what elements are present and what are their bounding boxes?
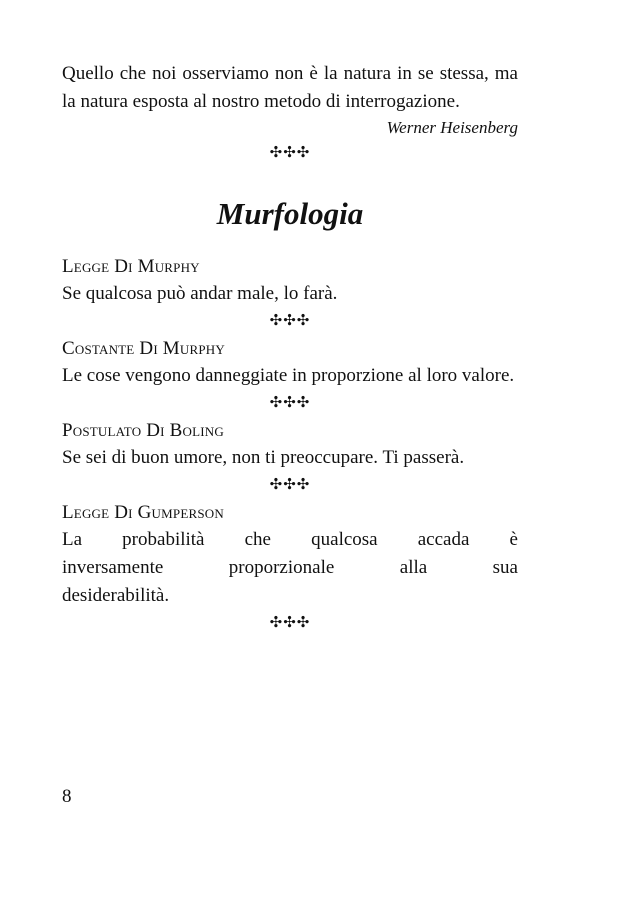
ornament-divider: ✣✣✣ bbox=[269, 143, 311, 161]
law-text-line: desiderabilità. bbox=[62, 585, 170, 606]
ornament-divider: ✣✣✣ bbox=[269, 613, 311, 631]
ornament-divider: ✣✣✣ bbox=[269, 475, 311, 493]
law-text: Se sei di buon umore, non ti preoccupare. Ti passerà. bbox=[62, 447, 465, 468]
epigraph-author: Werner Heisenberg bbox=[386, 118, 518, 137]
law-title: Legge Di Murphy bbox=[62, 256, 200, 277]
book-page bbox=[62, 60, 518, 638]
law-text: Se qualcosa può andar male, lo farà. bbox=[62, 283, 338, 304]
chapter-title: Murfologia bbox=[216, 196, 364, 231]
epigraph-quote: Quello che noi osserviamo non è la natura in se stessa, ma la natura esposta al nostro metodo di interrogazione. bbox=[62, 63, 518, 112]
law-entry bbox=[62, 500, 518, 638]
law-title: Legge Di Gumperson bbox=[62, 502, 224, 523]
law-text-line: La probabilità che qualcosa accada è bbox=[62, 529, 518, 550]
law-entry bbox=[62, 336, 518, 418]
law-title: Costante Di Murphy bbox=[62, 338, 225, 359]
law-text-line: inversamente proporzionale alla sua bbox=[62, 557, 518, 578]
law-entry bbox=[62, 254, 518, 336]
law-entry bbox=[62, 418, 518, 500]
ornament-divider: ✣✣✣ bbox=[269, 311, 311, 329]
law-text: Le cose vengono danneggiate in proporzione al loro valore. bbox=[62, 365, 515, 386]
page-number: 8 bbox=[62, 786, 72, 807]
law-title: Postulato Di Boling bbox=[62, 420, 224, 441]
ornament-divider: ✣✣✣ bbox=[269, 393, 311, 411]
